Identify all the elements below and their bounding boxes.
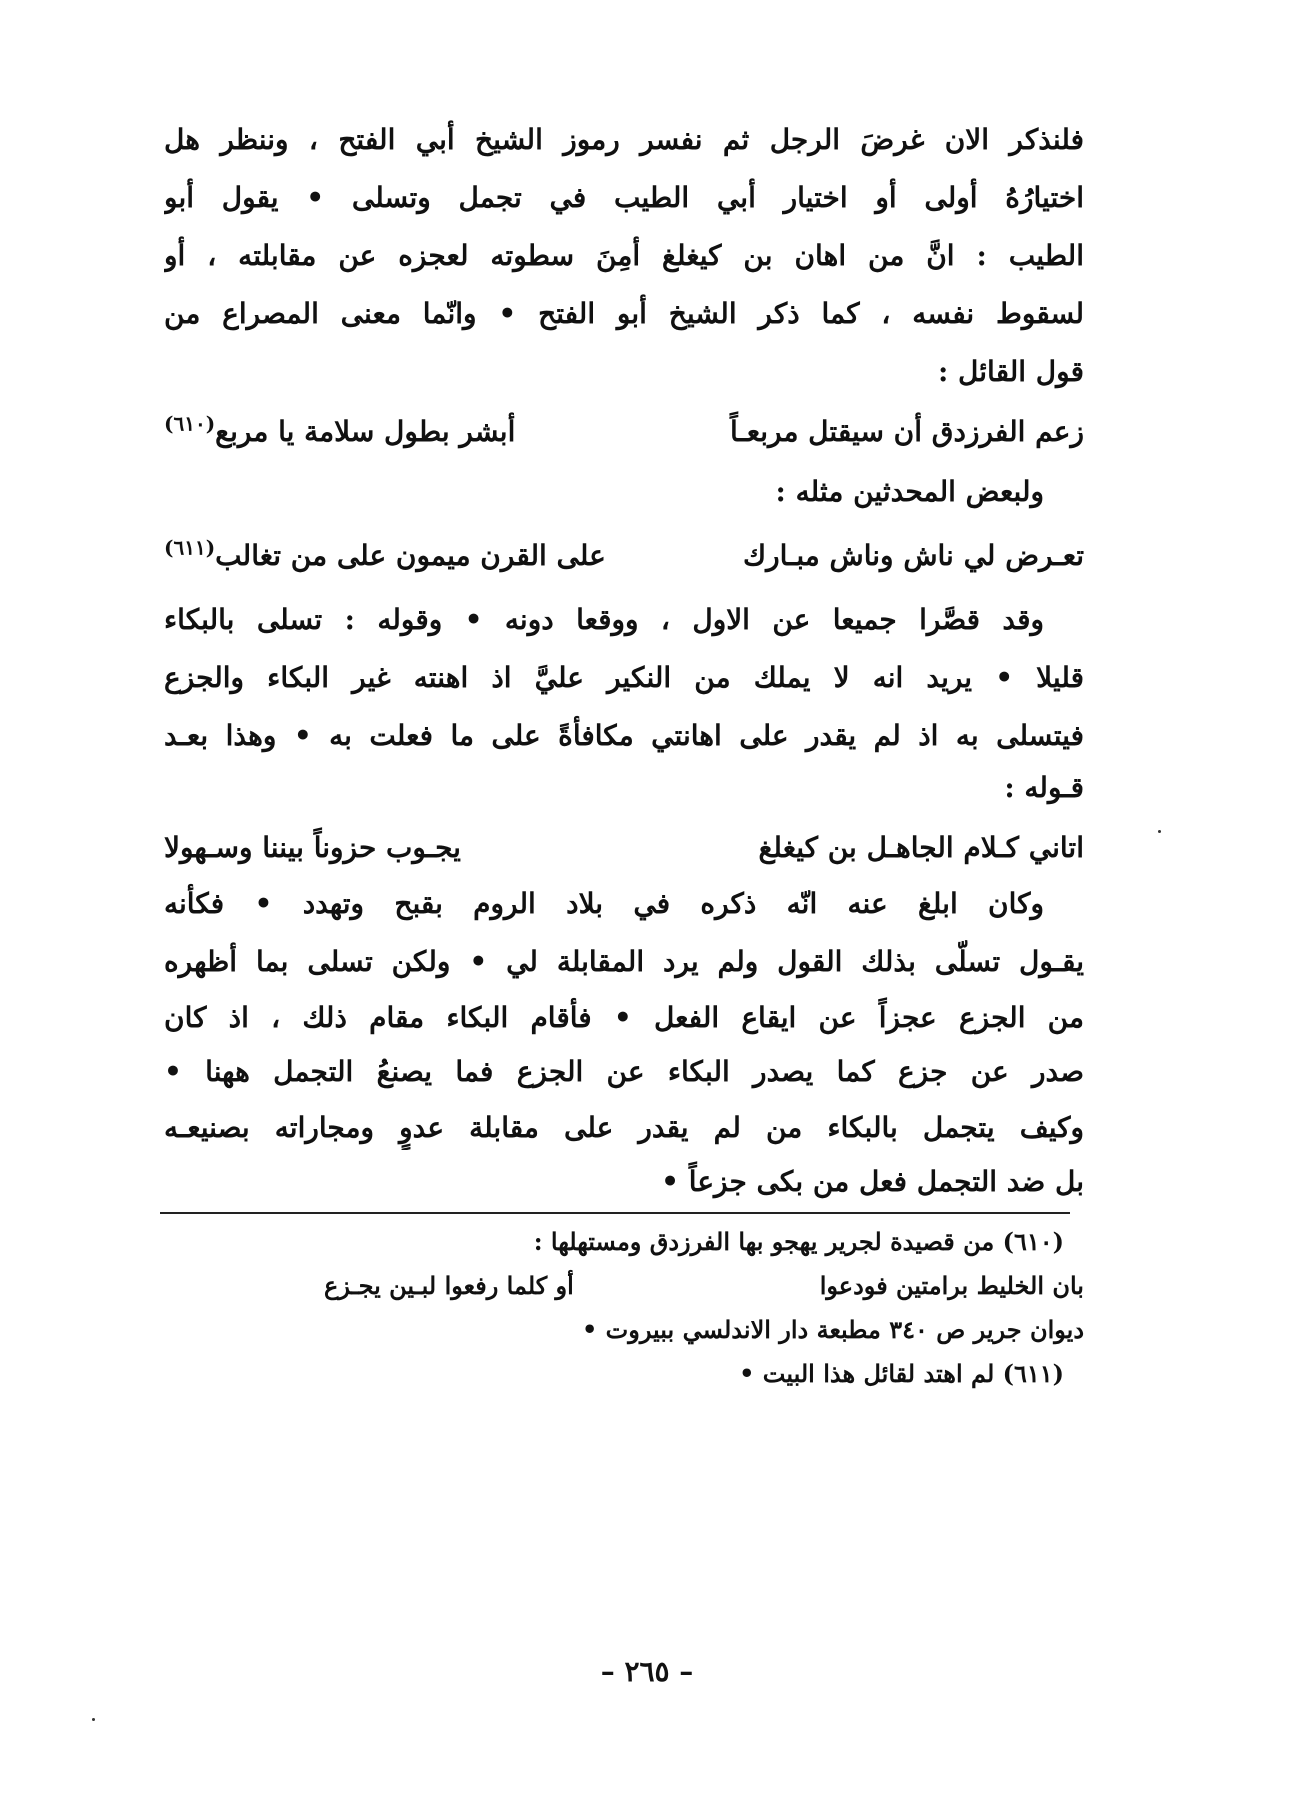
- scan-speck: [1158, 830, 1161, 833]
- verse-2-second-hemistich: [164, 534, 606, 578]
- body3-line-4: صدر عن جزع كما يصدر البكاء عن الجزع فما يصنعُ التجمل ههنا •: [164, 1055, 1084, 1088]
- verse-3-second-hemistich: يجـوب حزوناً بيننا وسـهولا: [164, 831, 461, 864]
- footnote-ref-611: (٦١١): [164, 535, 216, 560]
- body-line-1: فلنذكر الان غرضَ الرجل ثم نفسر رموز الشيخ أبي الفتح ، وننظر هل: [164, 123, 1084, 156]
- body3-line-3: من الجزع عجزاً عن ايقاع الفعل • فأقام البكاء مقام ذلك ، اذ كان: [164, 1001, 1084, 1034]
- footnote-610-verse-second: أو كلما رفعوا لبـين يجـزع: [324, 1271, 574, 1300]
- verse-3-first-hemistich: اتاني كـلام الجاهـل بن كيغلغ: [758, 831, 1084, 864]
- body3-line-1: وكان ابلغ عنه انّه ذكره في بلاد الروم بقبح وتهدد • فكأنه: [164, 887, 1044, 920]
- footnote-separator: [160, 1212, 1070, 1214]
- body-line-4: لسقوط نفسه ، كما ذكر الشيخ أبو الفتح • وانّما معنى المصراع من: [164, 297, 1084, 330]
- body2-line-1: وقد قصَّرا جميعا عن الاول ، ووقعا دونه • وقوله : تسلى بالبكاء: [164, 603, 1044, 636]
- page-number: – ٢٦٥ –: [600, 1655, 694, 1688]
- verse-1-second-hemistich: [164, 410, 515, 454]
- body-line-5: قول القائل :: [937, 355, 1084, 388]
- body2-line-4: قـوله :: [1004, 771, 1084, 804]
- verse-1-first-hemistich: زعم الفرزدق أن سيقتل مربعـاً: [729, 415, 1084, 448]
- body-line-3: الطيب : انَّ من اهان بن كيغلغ أمِنَ سطوته لعجزه عن مقابلته ، أو: [164, 239, 1084, 272]
- verse-2-first-hemistich: تعـرض لي ناش وناش مبـارك: [743, 539, 1084, 572]
- verse-1-second-text: أبشر بطول سلامة يا مربع: [215, 415, 516, 448]
- intro-line: ولبعض المحدثين مثله :: [775, 475, 1044, 508]
- footnote-610-source: ديوان جرير ص ٣٤٠ مطبعة دار الاندلسي ببيروت •: [581, 1315, 1084, 1344]
- footnote-ref-610: (٦١٠): [164, 411, 216, 436]
- body3-line-6: بل ضد التجمل فعل من بكى جزعاً •: [661, 1165, 1084, 1198]
- verse-2-second-text: على القرن ميمون على من تغالب: [215, 539, 606, 572]
- footnote-610-verse-first: بان الخليط برامتين فودعوا: [819, 1271, 1084, 1300]
- body2-line-3: فيتسلى به اذ لم يقدر على اهانتي مكافأةً على ما فعلت به • وهذا بعـد: [164, 719, 1084, 752]
- footnote-611: (٦١١) لم اهتد لقائل هذا البيت •: [739, 1359, 1064, 1388]
- footnote-610-intro: (٦١٠) من قصيدة لجرير يهجو بها الفرزدق ومستهلها :: [533, 1227, 1064, 1256]
- body-line-2: اختيارُهُ أولى أو اختيار أبي الطيب في تجمل وتسلى • يقول أبو: [164, 181, 1084, 214]
- body3-line-5: وكيف يتجمل بالبكاء من لم يقدر على مقابلة عدوٍ ومجاراته بصنيعـه: [164, 1111, 1084, 1144]
- body3-line-2: يقـول تسلّى بذلك القول ولم يرد المقابلة لي • ولكن تسلى بما أظهره: [164, 945, 1084, 978]
- scan-speck: [92, 1718, 95, 1721]
- body2-line-2: قليلا • يريد انه لا يملك من النكير عليَّ اذ اهنته غير البكاء والجزع: [164, 661, 1084, 694]
